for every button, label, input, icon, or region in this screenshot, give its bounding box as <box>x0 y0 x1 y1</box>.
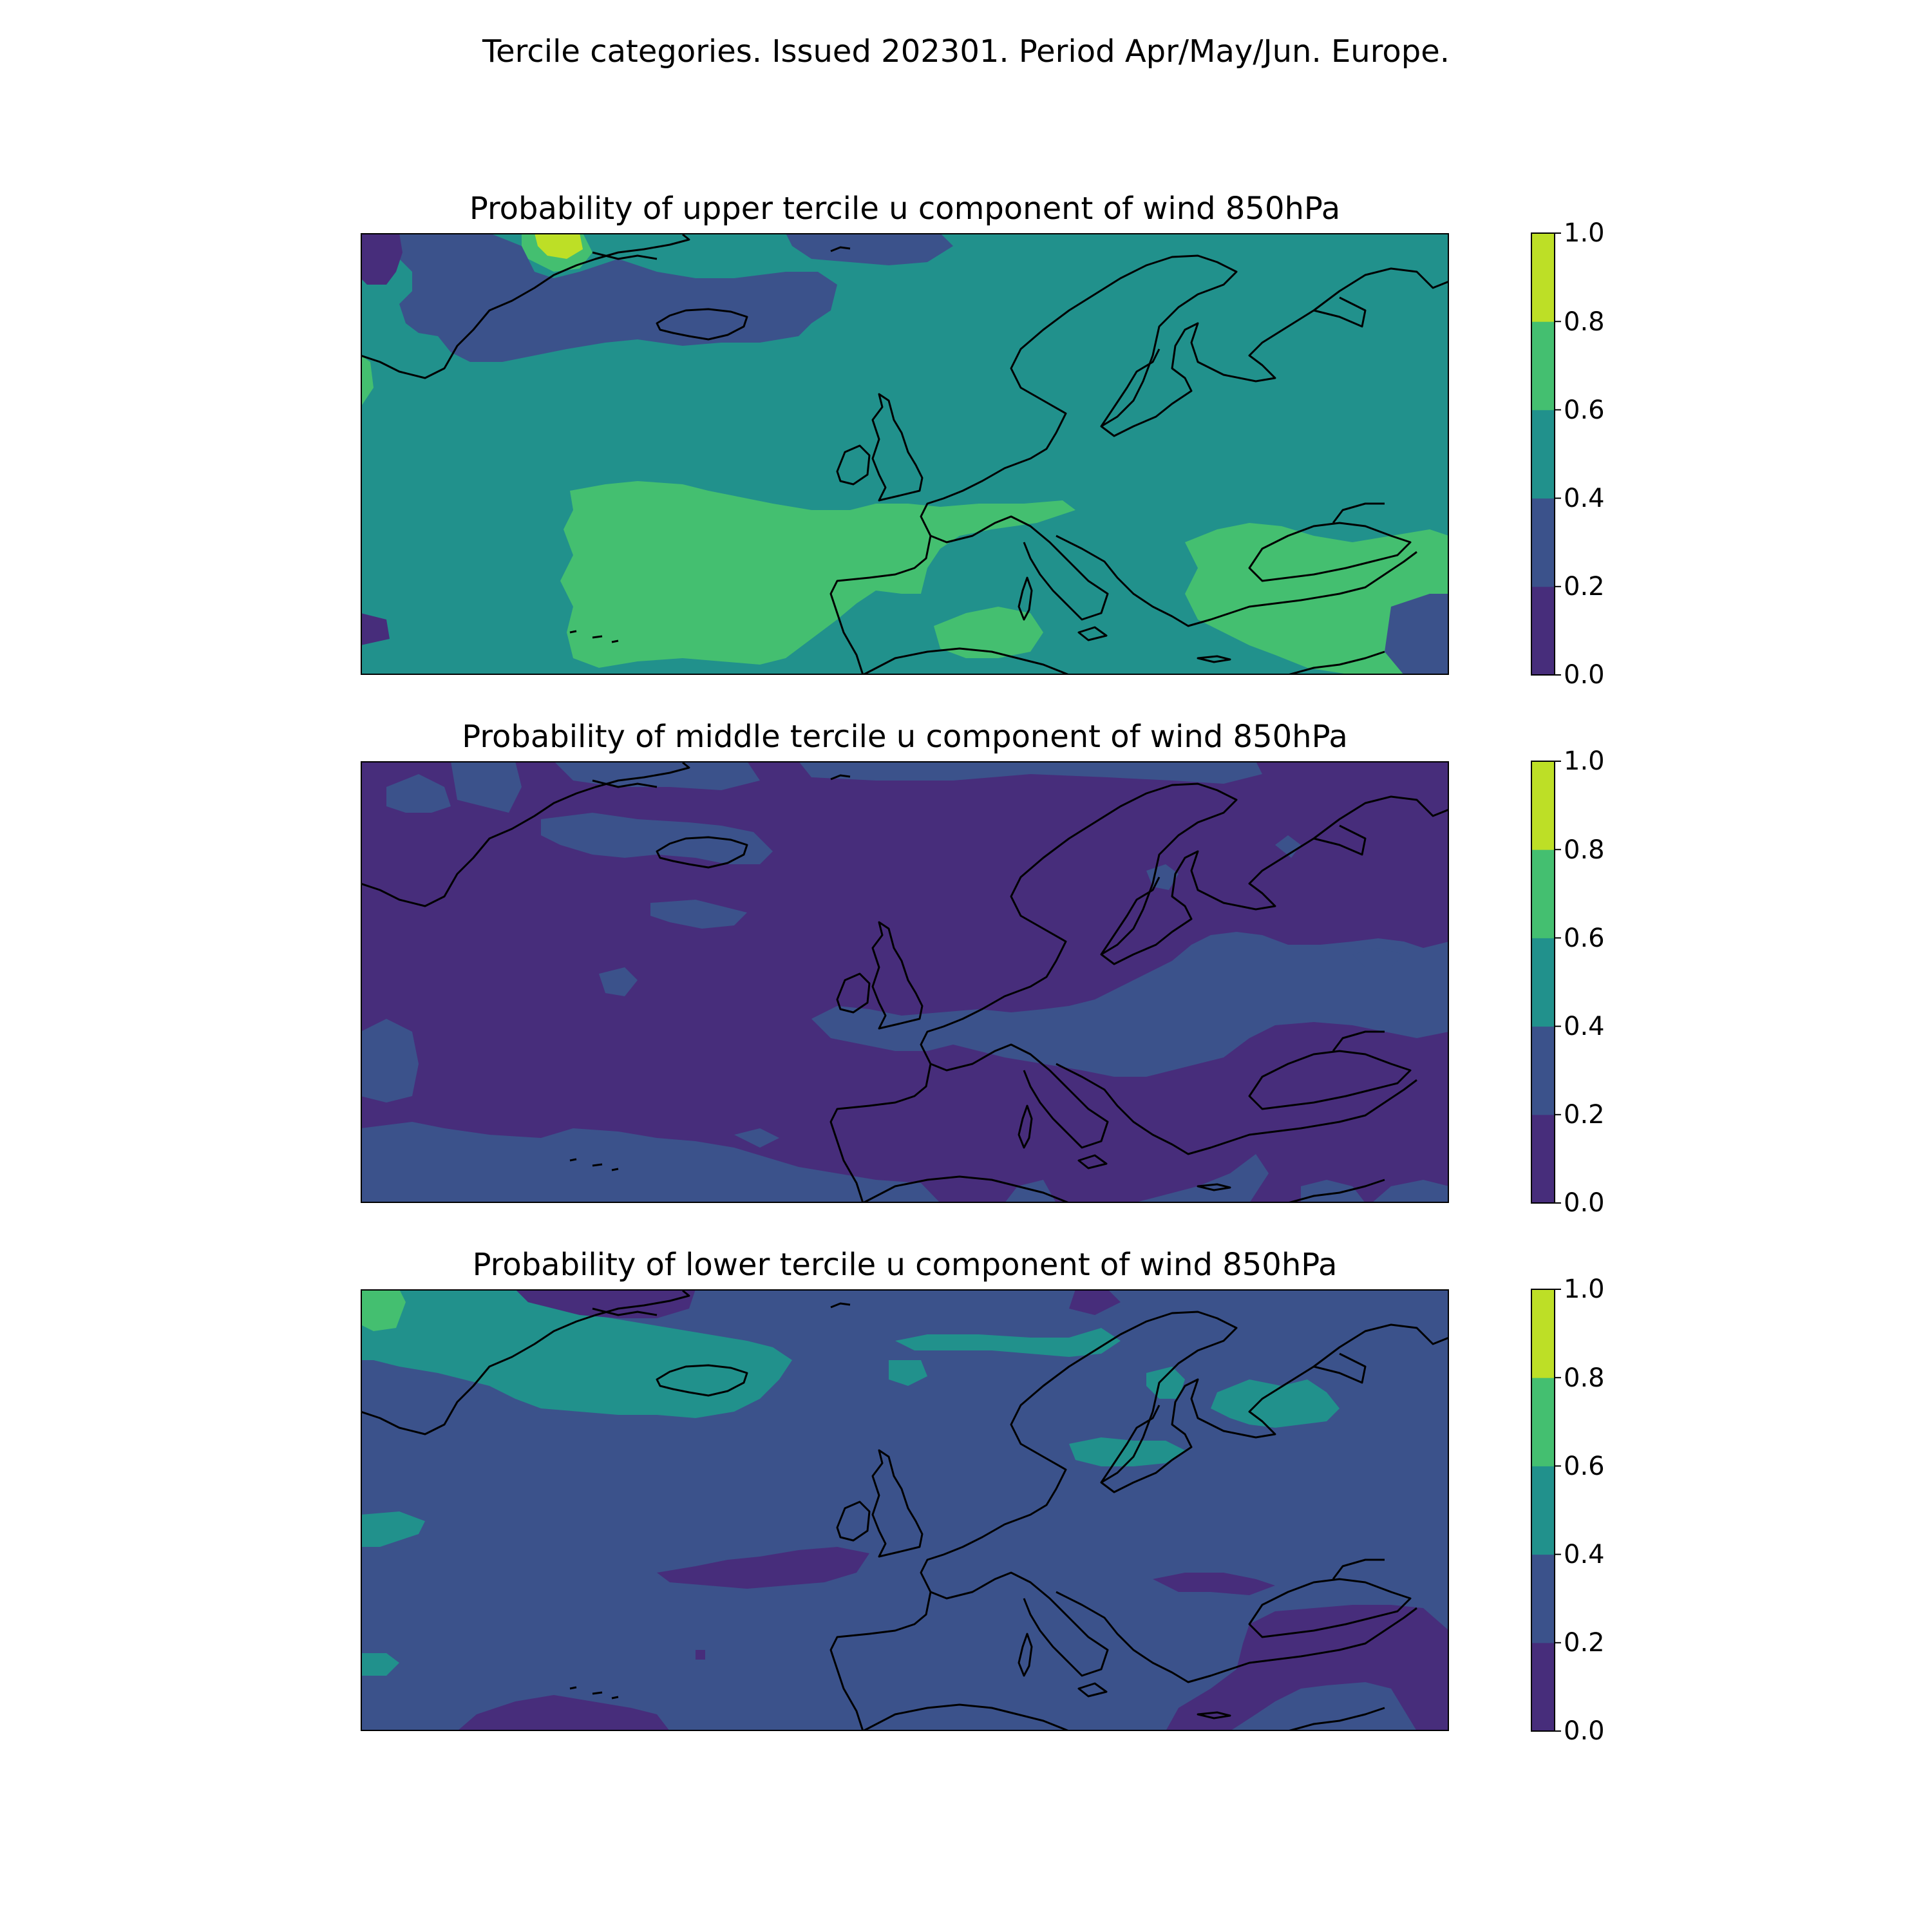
cbar-middle-tick-1: 0.2 <box>1564 1100 1605 1130</box>
coastline-segment <box>570 631 576 632</box>
cbar-upper-tick-5: 1.0 <box>1564 218 1605 248</box>
coastline-segment <box>592 1164 602 1166</box>
colorbar-segment-0 <box>1531 587 1555 676</box>
cbar-upper-tick-3: 0.6 <box>1564 395 1605 425</box>
colorbar-segment-1 <box>1531 498 1555 587</box>
coastline-segment <box>570 1687 576 1689</box>
colorbar-segment-4 <box>1531 1289 1555 1378</box>
cbar-middle-tick-0: 0.0 <box>1564 1188 1605 1218</box>
cbar-upper-tick-4: 0.8 <box>1564 307 1605 337</box>
map-middle-tercile <box>361 761 1449 1203</box>
cbar-middle-tick-5: 1.0 <box>1564 746 1605 776</box>
cbar-middle-tick-4: 0.8 <box>1564 835 1605 865</box>
cbar-lower-tick-2: 0.4 <box>1564 1540 1605 1569</box>
coastline-segment <box>592 636 602 638</box>
panel-title-upper: Probability of upper tercile u component of wind 850hPa <box>469 191 1341 227</box>
cbar-lower-tick-0: 0.0 <box>1564 1716 1605 1746</box>
map-lower-tercile <box>361 1289 1449 1731</box>
colorbar-segment-1 <box>1531 1555 1555 1643</box>
coastline-segment <box>612 1169 618 1170</box>
colorbar-segment-2 <box>1531 410 1555 498</box>
colorbar-segment-2 <box>1531 938 1555 1027</box>
coastline-segment <box>612 1697 618 1698</box>
colorbar-segment-3 <box>1531 849 1555 938</box>
cbar-middle-tick-2: 0.4 <box>1564 1012 1605 1041</box>
cbar-middle-tick-3: 0.6 <box>1564 923 1605 953</box>
cbar-upper-tick-0: 0.0 <box>1564 660 1605 690</box>
colorbar-segment-2 <box>1531 1466 1555 1555</box>
colorbar-segment-3 <box>1531 1378 1555 1466</box>
colorbar-segment-3 <box>1531 321 1555 410</box>
figure-suptitle: Tercile categories. Issued 202301. Period Apr/May/Jun. Europe. <box>482 33 1450 70</box>
colorbar-lower <box>1531 1289 1555 1731</box>
colorbar-segment-0 <box>1531 1115 1555 1204</box>
cbar-lower-tick-4: 0.8 <box>1564 1363 1605 1393</box>
map-upper-tercile <box>361 233 1449 675</box>
colorbar-segment-0 <box>1531 1643 1555 1732</box>
cbar-lower-tick-1: 0.2 <box>1564 1628 1605 1658</box>
colorbar-segment-4 <box>1531 761 1555 850</box>
cbar-lower-tick-5: 1.0 <box>1564 1274 1605 1304</box>
cbar-upper-tick-2: 0.4 <box>1564 484 1605 513</box>
cbar-upper-tick-1: 0.2 <box>1564 572 1605 601</box>
probability-contour-region <box>696 1650 705 1660</box>
colorbar-upper <box>1531 233 1555 675</box>
cbar-lower-tick-3: 0.6 <box>1564 1452 1605 1481</box>
probability-contour-region <box>1385 594 1449 675</box>
panel-title-middle: Probability of middle tercile u component of wind 850hPa <box>462 719 1348 755</box>
panel-title-lower: Probability of lower tercile u component of wind 850hPa <box>472 1247 1338 1283</box>
coastline-segment <box>592 1692 602 1694</box>
colorbar-middle <box>1531 761 1555 1203</box>
coastline-segment <box>570 1159 576 1160</box>
coastline-segment <box>612 641 618 642</box>
probability-contour-region <box>361 1019 419 1103</box>
colorbar-segment-1 <box>1531 1027 1555 1115</box>
colorbar-segment-4 <box>1531 233 1555 322</box>
